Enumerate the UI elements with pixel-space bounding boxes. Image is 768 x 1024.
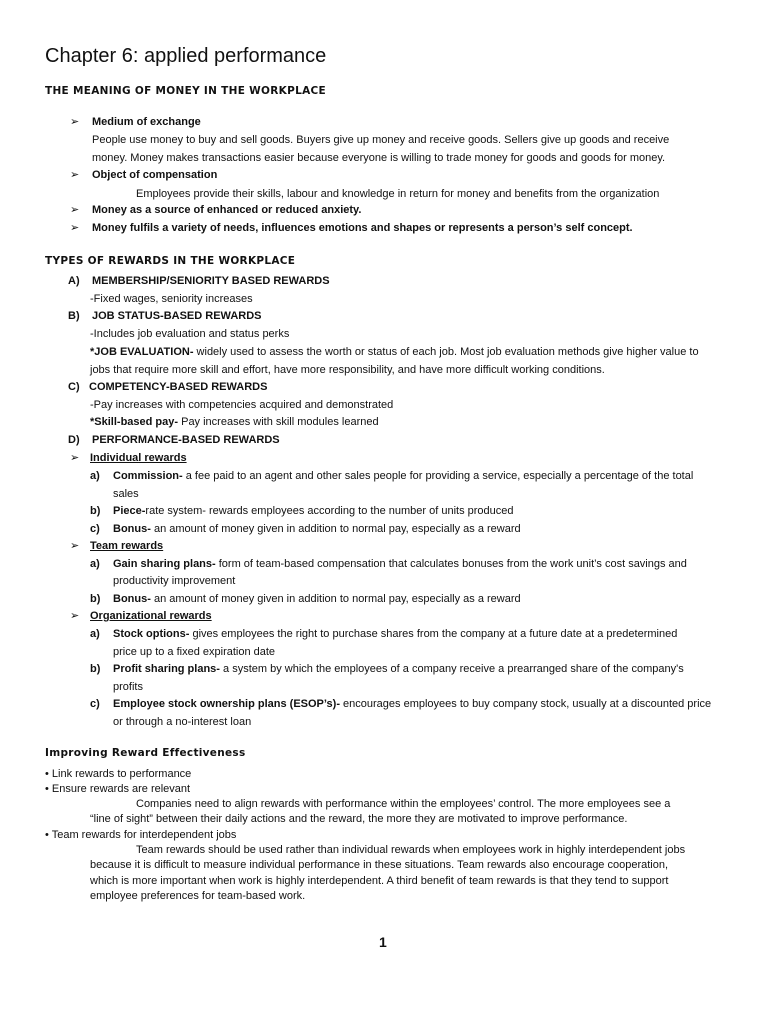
paragraph-line: *Skill-based pay- Pay increases with skill modules learned bbox=[90, 416, 379, 428]
paragraph-line: -Pay increases with competencies acquired and demonstrated bbox=[90, 399, 394, 411]
bullet-title: Object of compensation bbox=[92, 169, 218, 181]
list-marker: b) bbox=[90, 663, 101, 675]
list-marker: B) bbox=[68, 310, 80, 322]
arrow-bullet-icon: ➢ bbox=[70, 610, 80, 622]
section-heading-money: THE MEANING OF MONEY IN THE WORKPLACE bbox=[45, 85, 326, 97]
paragraph-line: Employees provide their skills, labour and knowledge in return for money and benefits from the organization bbox=[136, 188, 660, 200]
paragraph-line: Team rewards should be used rather than individual rewards when employees work in highly interdependent jobs bbox=[136, 844, 686, 856]
paragraph-line: because it is difficult to measure individual performance in these situations. Team rewards also encourage cooperation, bbox=[90, 859, 669, 871]
list-item-title: MEMBERSHIP/SENIORITY BASED REWARDS bbox=[92, 275, 330, 287]
list-marker: D) bbox=[68, 434, 80, 446]
arrow-bullet-icon: ➢ bbox=[70, 452, 80, 464]
paragraph-line: *JOB EVALUATION- widely used to assess the worth or status of each job. Most job evaluation methods give higher value to bbox=[90, 346, 699, 358]
bullet-title: Money as a source of enhanced or reduced anxiety. bbox=[92, 204, 362, 216]
list-marker: b) bbox=[90, 505, 101, 517]
list-item: Bonus- an amount of money given in addition to normal pay, especially as a reward bbox=[113, 593, 521, 605]
subsection-title: Organizational rewards bbox=[90, 610, 212, 622]
paragraph-line: -Fixed wages, seniority increases bbox=[90, 293, 253, 305]
paragraph-line: or through a no-interest loan bbox=[113, 716, 252, 728]
paragraph-line: -Includes job evaluation and status perks bbox=[90, 328, 290, 340]
arrow-bullet-icon: ➢ bbox=[70, 222, 80, 234]
list-item: Bonus- an amount of money given in addition to normal pay, especially as a reward bbox=[113, 523, 521, 535]
list-marker: A) bbox=[68, 275, 80, 287]
section-heading-effectiveness: Improving Reward Effectiveness bbox=[45, 747, 246, 759]
paragraph-line: money. Money makes transactions easier because everyone is willing to trade money for goods and goods for money. bbox=[92, 152, 666, 164]
arrow-bullet-icon: ➢ bbox=[70, 204, 80, 216]
list-marker: c) bbox=[90, 698, 100, 710]
list-marker: C) bbox=[68, 381, 80, 393]
bullet-title: Medium of exchange bbox=[92, 116, 201, 128]
paragraph-line: jobs that require more skill and effort, have more responsibility, and have more difficult working conditions. bbox=[90, 364, 605, 376]
paragraph-line: Companies need to align rewards with performance within the employees’ control. The more employees see a bbox=[136, 798, 671, 810]
page-title: Chapter 6: applied performance bbox=[45, 45, 327, 67]
paragraph-line: price up to a fixed expiration date bbox=[113, 646, 276, 658]
bullet-item: • Link rewards to performance bbox=[45, 768, 192, 780]
arrow-bullet-icon: ➢ bbox=[70, 540, 80, 552]
arrow-bullet-icon: ➢ bbox=[70, 169, 80, 181]
arrow-bullet-icon: ➢ bbox=[70, 116, 80, 128]
section-heading-rewards: TYPES OF REWARDS IN THE WORKPLACE bbox=[45, 255, 296, 267]
list-marker: b) bbox=[90, 593, 101, 605]
subsection-title: Team rewards bbox=[90, 540, 164, 552]
bullet-item: • Team rewards for interdependent jobs bbox=[45, 829, 237, 841]
list-item-title: PERFORMANCE-BASED REWARDS bbox=[92, 434, 280, 446]
list-item: Stock options- gives employees the right to purchase shares from the company at a future date at a predetermined bbox=[113, 628, 678, 640]
list-item: Commission- a fee paid to an agent and other sales people for providing a service, especially a percentage of the total bbox=[113, 470, 694, 482]
bullet-title: Money fulfils a variety of needs, influences emotions and shapes or represents a person’s self concept. bbox=[92, 222, 633, 234]
paragraph-line: productivity improvement bbox=[113, 575, 236, 587]
list-item: Employee stock ownership plans (ESOP’s)- encourages employees to buy company stock, usually at a discounted price bbox=[113, 698, 712, 710]
list-item: Profit sharing plans- a system by which the employees of a company receive a prearranged share of the company's bbox=[113, 663, 684, 675]
paragraph-line: “line of sight” between their daily actions and the reward, the more they are motivated to improve performance. bbox=[90, 813, 628, 825]
list-marker: a) bbox=[90, 470, 100, 482]
list-item: Gain sharing plans- form of team-based compensation that calculates bonuses from the work unit’s cost savings and bbox=[113, 558, 687, 570]
paragraph-line: profits bbox=[113, 681, 143, 693]
list-marker: a) bbox=[90, 628, 100, 640]
list-item-title: JOB STATUS-BASED REWARDS bbox=[92, 310, 262, 322]
page-number: 1 bbox=[379, 934, 387, 950]
list-item-title: COMPETENCY-BASED REWARDS bbox=[89, 381, 268, 393]
list-item: Piece-rate system- rewards employees according to the number of units produced bbox=[113, 505, 514, 517]
list-marker: c) bbox=[90, 523, 100, 535]
paragraph-line: which is more important when work is highly interdependent. A third benefit of team rewards is that they tend to support bbox=[90, 875, 669, 887]
paragraph-line: People use money to buy and sell goods. Buyers give up money and receive goods. Sellers give up goods and receive bbox=[92, 134, 670, 146]
subsection-title: Individual rewards bbox=[90, 452, 187, 464]
paragraph-line: employee preferences for team-based work. bbox=[90, 890, 306, 902]
paragraph-line: sales bbox=[113, 488, 139, 500]
bullet-item: • Ensure rewards are relevant bbox=[45, 783, 191, 795]
list-marker: a) bbox=[90, 558, 100, 570]
